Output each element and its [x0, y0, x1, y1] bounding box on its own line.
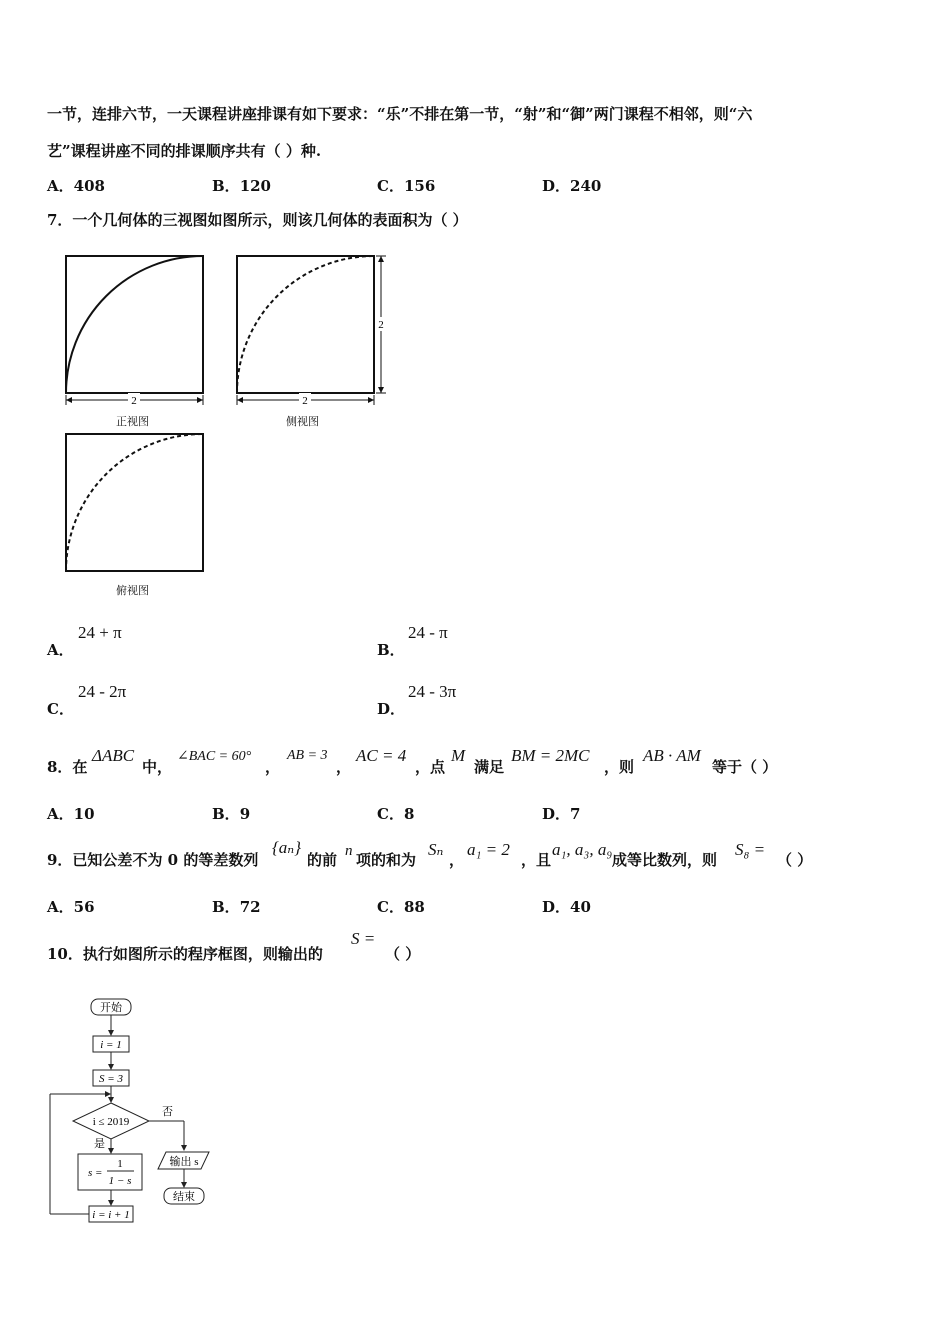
flow-no-label: 否 — [162, 1106, 173, 1118]
q8-option-c: C．8 — [377, 805, 415, 823]
flow-yes-label: 是 — [94, 1138, 105, 1150]
q8-bm: BM = 2MC — [511, 746, 590, 765]
side-view-square — [237, 256, 374, 393]
q6-option-a: A．408 — [47, 177, 105, 195]
top-view-square — [66, 434, 203, 571]
q8-option-a: A．10 — [47, 805, 95, 823]
q9-a1: a₁ = 2 — [467, 840, 510, 859]
front-dimension-label: 2 — [131, 395, 137, 407]
front-view-figure — [60, 250, 210, 435]
q9-text-3: ，且 — [521, 851, 552, 869]
side-view-dashed-arc — [237, 256, 374, 393]
q6-option-c: C．156 — [377, 177, 436, 195]
q9-terms: a₁, a₃, a₉ — [552, 840, 613, 859]
q7-option-a-value: 24 + π — [78, 623, 122, 642]
q8-text-3: 满足 — [474, 758, 505, 776]
flow-increment-text: i = i + 1 — [92, 1209, 130, 1221]
q9-sum-sn: Sₙ — [428, 840, 444, 859]
q9-text-1: 的前 — [307, 851, 338, 869]
q8-text-4: ，则 — [604, 758, 635, 776]
q8-angle: ∠BAC = 60° — [177, 749, 252, 764]
q8-text-2: ，点 — [415, 758, 446, 776]
q7-option-c-value: 24 - 2π — [78, 682, 127, 701]
flow-init-i-text: i = 1 — [100, 1039, 122, 1051]
q9-prefix: 9．已知公差不为 0 的等差数列 — [47, 851, 259, 869]
side-view-caption: 侧视图 — [286, 415, 319, 428]
flow-frac-numerator: 1 — [117, 1158, 123, 1170]
flow-frac-denominator: 1 − s — [108, 1175, 132, 1187]
side-dimension-label-bottom: 2 — [302, 395, 308, 407]
q8-triangle: ΔABC — [92, 746, 135, 765]
q6-option-d: D．240 — [542, 177, 602, 195]
q10-prefix: 10．执行如图所示的程序框图，则输出的 — [47, 945, 323, 963]
flow-end-text: 结束 — [173, 1191, 195, 1203]
q9-text-4: 成等比数列，则 — [612, 851, 718, 869]
q6-option-b: B．120 — [212, 177, 271, 195]
q8-dot-product: AB · AM — [643, 746, 701, 765]
flow-start-text: 开始 — [100, 1002, 122, 1014]
q9-option-a: A．56 — [47, 898, 95, 916]
q8-suffix: 等于（ ） — [712, 758, 778, 776]
flowchart — [44, 995, 219, 1227]
q6-stem-line1: 一节，连排六节，一天课程讲座排课有如下要求：“乐”不排在第一节，“射”和“御”两门课程不相邻，则“六 — [47, 105, 753, 123]
q8-ab: AB = 3 — [287, 748, 328, 763]
q9-sequence: {aₙ} — [272, 838, 301, 857]
q9-option-d: D．40 — [542, 898, 591, 916]
q7-option-b-label: B． — [377, 641, 405, 659]
flow-assign-lhs: s = — [88, 1167, 103, 1179]
top-view-figure — [60, 428, 210, 578]
flow-output-text: 输出 s — [169, 1156, 199, 1168]
flow-decision-text: i ≤ 2019 — [92, 1116, 130, 1128]
top-view-dashed-arc — [66, 434, 203, 571]
q7-option-d-label: D． — [377, 700, 406, 718]
top-view-caption: 俯视图 — [116, 584, 149, 597]
q8-ac: AC = 4 — [356, 746, 407, 765]
front-view-square — [66, 256, 203, 393]
q9-s8: S₈ = — [735, 840, 766, 859]
q8-comma-2: ， — [336, 758, 352, 776]
q8-text-1: 中， — [142, 758, 173, 776]
q9-suffix: （ ） — [777, 851, 813, 869]
front-view-arc — [66, 256, 203, 393]
q10-s: S = — [351, 929, 376, 948]
q9-comma-1: ， — [449, 851, 465, 869]
side-view-figure — [231, 250, 391, 435]
q7-stem: 7．一个几何体的三视图如图所示，则该几何体的表面积为（ ） — [47, 211, 468, 229]
q7-option-b-value: 24 - π — [408, 623, 448, 642]
q8-point-m: M — [451, 746, 466, 765]
front-view-caption: 正视图 — [116, 415, 149, 428]
flow-init-s-text: S = 3 — [99, 1073, 123, 1085]
q9-option-b: B．72 — [212, 898, 261, 916]
q7-option-a-label: A． — [47, 641, 74, 659]
q10-suffix: （ ） — [385, 945, 421, 963]
q7-option-d-value: 24 - 3π — [408, 682, 457, 701]
q6-stem-line2: 艺”课程讲座不同的排课顺序共有（ ）种. — [47, 142, 322, 160]
side-dimension-label-right: 2 — [378, 319, 384, 331]
q8-prefix: 8．在 — [47, 758, 88, 776]
q7-option-c-label: C． — [47, 700, 74, 718]
q9-option-c: C．88 — [377, 898, 425, 916]
q9-text-2: 项的和为 — [356, 851, 417, 869]
q8-option-d: D．7 — [542, 805, 581, 823]
q9-n: n — [345, 843, 353, 859]
q8-option-b: B．9 — [212, 805, 251, 823]
q8-comma-1: ， — [265, 758, 281, 776]
